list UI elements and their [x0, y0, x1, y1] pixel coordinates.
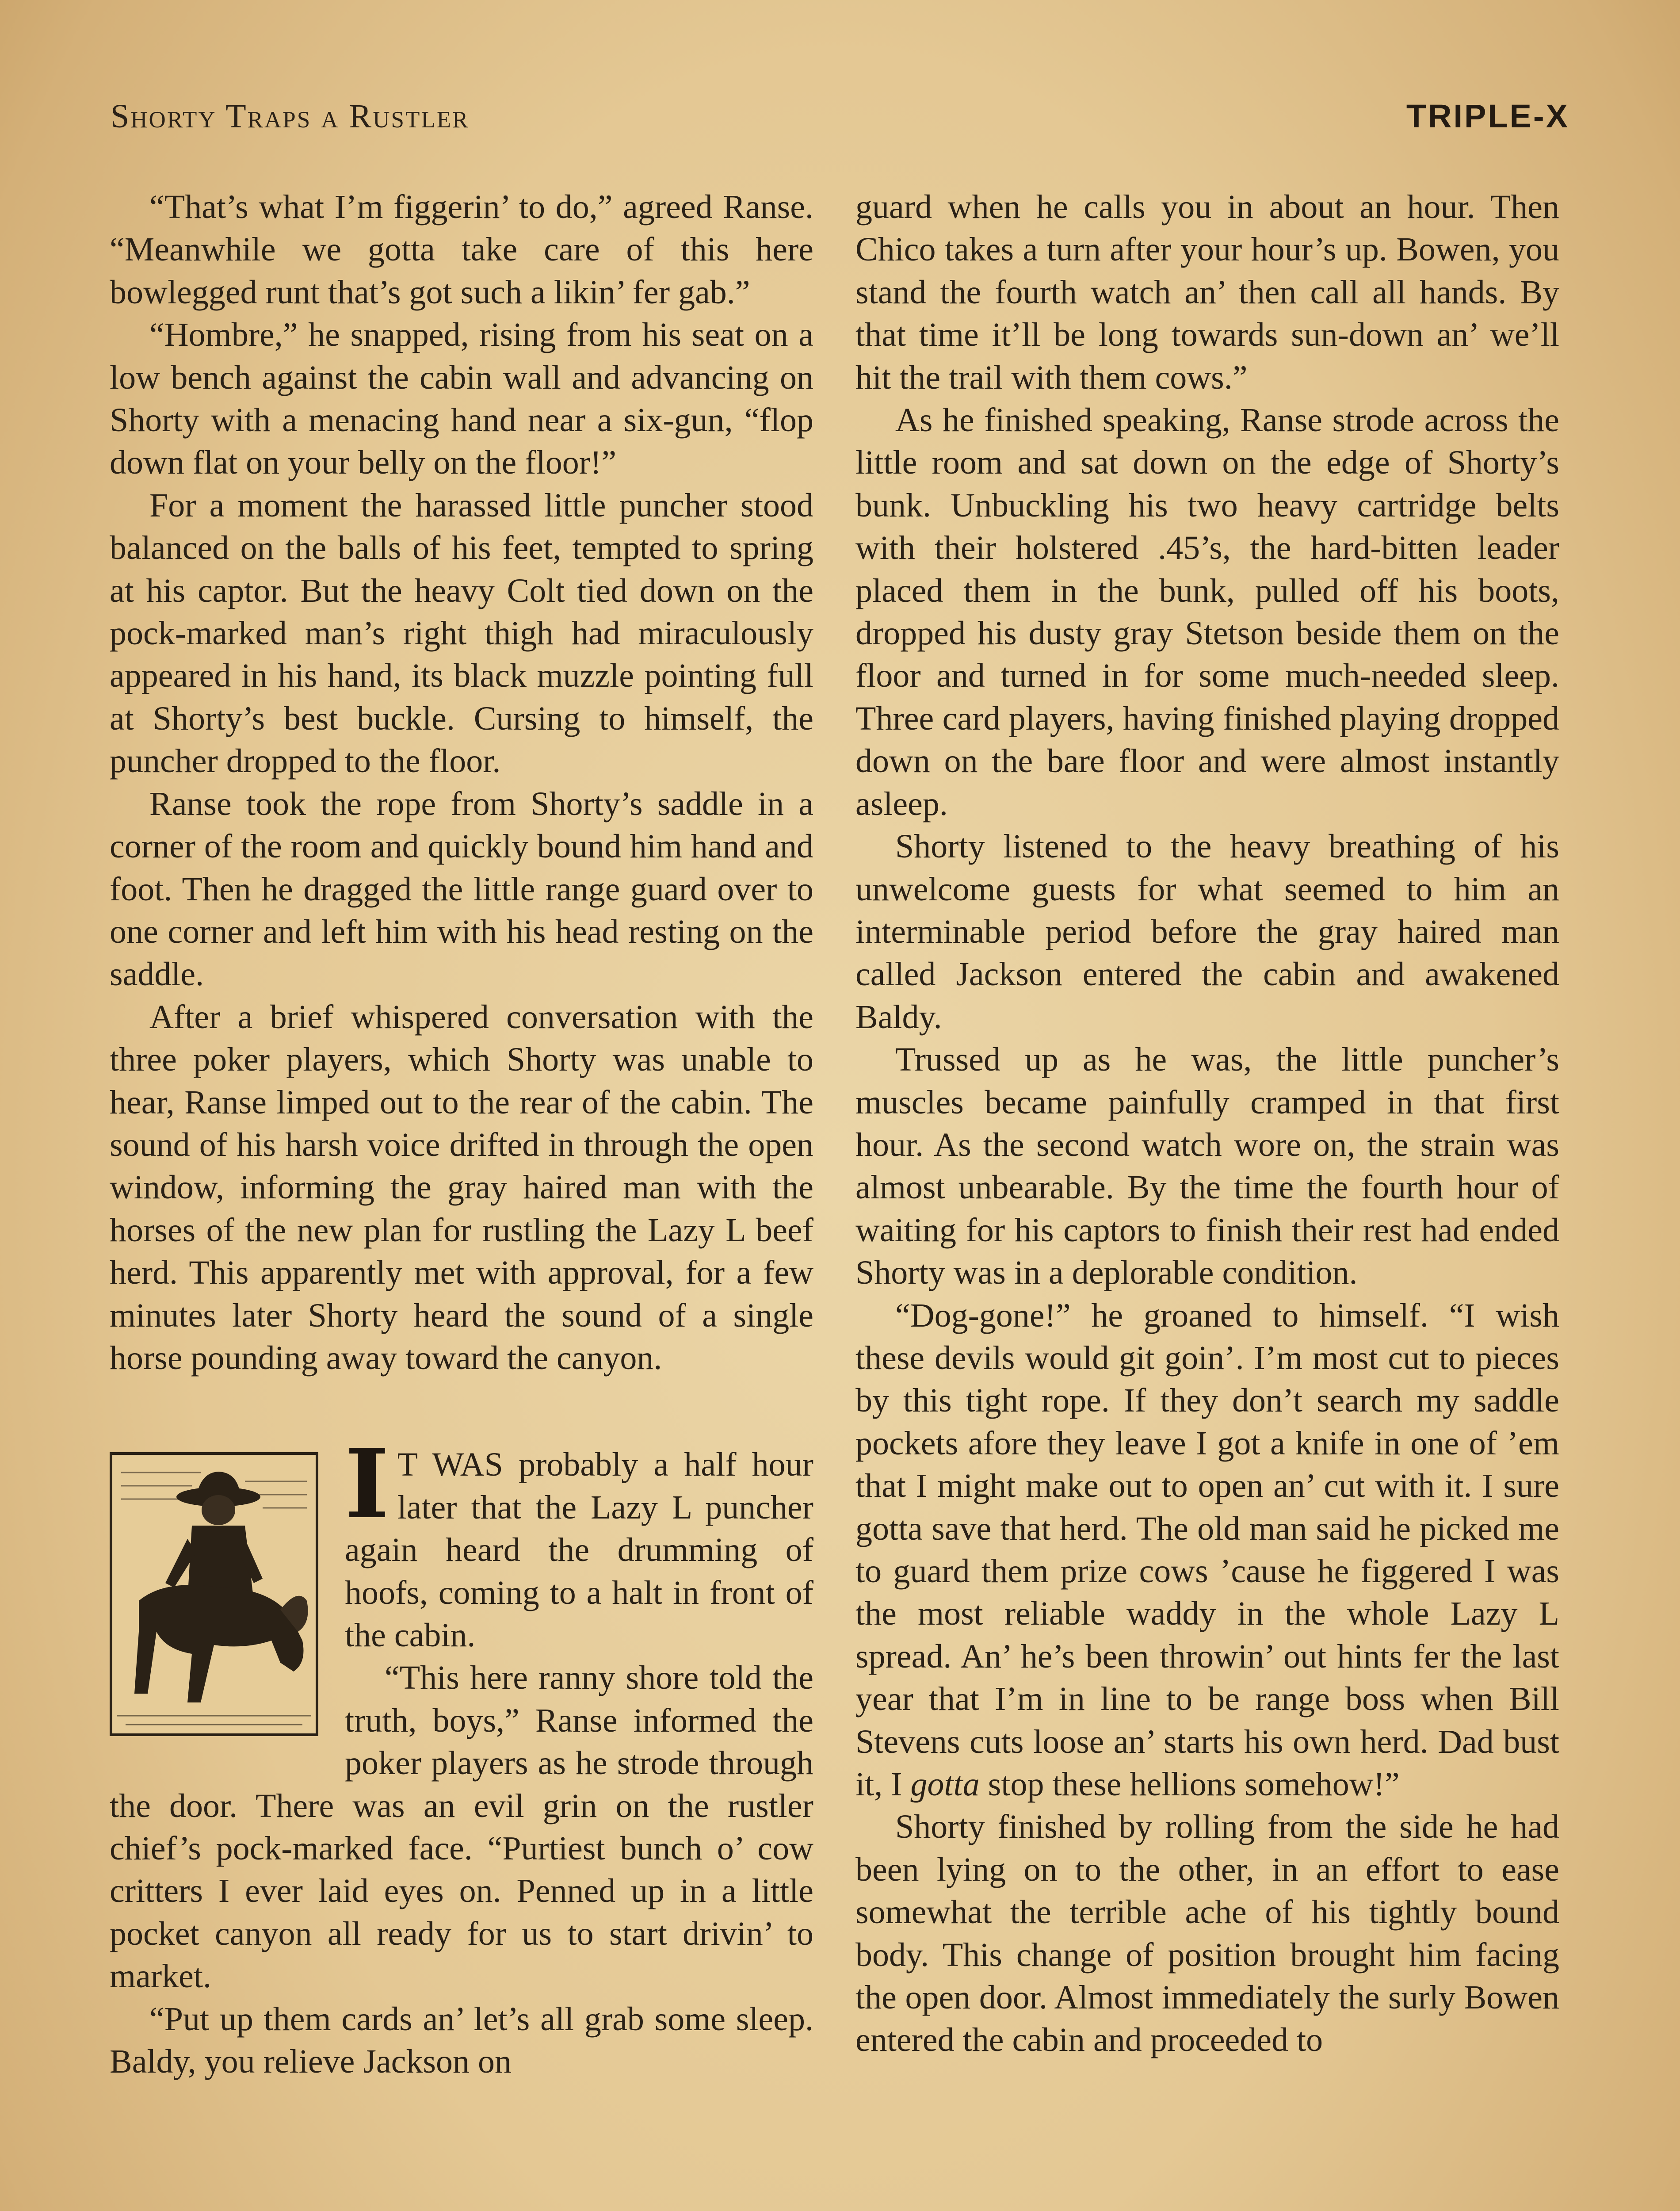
paragraph: Shorty listened to the heavy breathing of his unwelcome guests for what seemed to him an interminable period before the gray haired man called Jackson entered the cabin and awakened Baldy.: [855, 828, 1559, 1036]
section-break: [110, 1428, 813, 2083]
page-header: [111, 97, 1569, 150]
paragraph: Trussed up as he was, the little puncher’s muscles became painfully cramped in that first hour. As the second watch wore on, the strain was almost unbearable. By the time the fourth hour of waiting for his captors to finish their rest had ended Shorty was in a deplorable condition.: [855, 1041, 1559, 1292]
magazine-title: TRIPLE-X: [1406, 98, 1569, 134]
paragraph: For a moment the harassed little puncher stood balanced on the balls of his feet, tempted to spring at his captor. But the heavy Colt tied down on the pock-marked man’s right thigh had miraculously appeared in his hand, its black muzzle pointing full at Shorty’s best buckle. Cursing to himself, the puncher dropped to the floor.: [110, 486, 813, 780]
paragraph: As he finished speaking, Ranse strode across the little room and sat down on the edge of Shorty’s bunk. Unbuckling his two heavy cartridge belts with their holstered .45’s, the hard-bitten leader placed them in the bunk, pulled off his boots, dropped his dusty gray Stetson beside them on the floor and turned in for some much-needed sleep. Three card players, having finished playing dropped down on the bare floor and were almost instantly asleep.: [855, 402, 1559, 822]
quote-text-end: stop these hellions somehow!”: [979, 1766, 1400, 1803]
right-column: [855, 186, 1559, 2062]
paragraph: “Hombre,” he snapped, rising from his seat on a low bench against the cabin wall and advancing on Shorty with a menacing hand near a six-gun, “flop down flat on your belly on the floor!”: [110, 316, 813, 482]
left-column: [110, 186, 813, 2083]
paragraph: “Put up them cards an’ let’s all grab some sleep. Baldy, you relieve Jackson on: [110, 2000, 813, 2081]
quote-text: “Dog-gone!” he groaned to himself. “I wish these devils would git goin’. I’m most cut to pieces by this tight rope. If they don’t search my saddle pockets afore they leave I got a knife in one of ’em that I might make out to open an’ cut with it. I sure gotta save that herd. The old man said he picked me to guard them prize cows ’cause he figgered I was the most reliable waddy in the whole Lazy L spread. An’ he’s been throwin’ out hints fer the last year that I’m in line to be range boss when Bill Stevens cuts loose an’ starts his own herd. Dad bust it, I: [855, 1297, 1559, 1803]
opening-text: T WAS probably a half hour later that the Lazy L puncher again heard the drumming of hoofs, coming to a halt in front of the cabin.: [345, 1446, 813, 1654]
paragraph: Ranse took the rope from Shorty’s saddle in a corner of the room and quickly bound him hand and foot. Then he dragged the little range guard over to one corner and left him with his head resting on the saddle.: [110, 785, 813, 993]
paragraph-continuation: guard when he calls you in about an hour. Then Chico takes a turn after your hour’s up. Bowen, you stand the fourth watch an’ then call all hands. By that time it’ll be long towards sun-down an’ we’ll hit the trail with them cows.”: [855, 188, 1559, 396]
paragraph: After a brief whispered conversation with the three poker players, which Shorty was unable to hear, Ranse limped out to the rear of the cabin. The sound of his harsh voice drifted in through the open window, informing the gray haired man with the horses of the new plan for rustling the Lazy L beef herd. This apparently met with approval, for a few minutes later Shorty heard the sound of a single horse pounding away toward the canyon.: [110, 998, 813, 1377]
drop-cap: I: [345, 1428, 389, 1540]
paragraph-quote: [855, 1294, 1559, 1806]
running-title: Shorty Traps a Rustler: [111, 98, 470, 135]
paragraph: “This here ranny shore told the truth, boys,” Ranse informed the poker players as he strode through the door. There was an evil grin on the rustler chief’s pock-marked face. “Purtiest bunch o’ cow critters I ever laid eyes on. Penned up in a little pocket canyon all ready for us to start drivin’ to market.: [110, 1659, 813, 1995]
emphasis-word: gotta: [910, 1766, 980, 1803]
cowboy-on-horse-illustration: [110, 1452, 318, 1736]
cowboy-on-horse-icon: [112, 1455, 316, 1733]
paragraph: Shorty finished by rolling from the side he had been lying on to the other, in an effort to ease somewhat the terrible ache of his tightly bound body. This change of position brought him facing the open door. Almost immediately the surly Bowen entered the cabin and proceeded to: [855, 1808, 1559, 2059]
paragraph: “That’s what I’m figgerin’ to do,” agreed Ranse. “Meanwhile we gotta take care of this here bowlegged runt that’s got such a likin’ fer gab.”: [110, 188, 813, 311]
